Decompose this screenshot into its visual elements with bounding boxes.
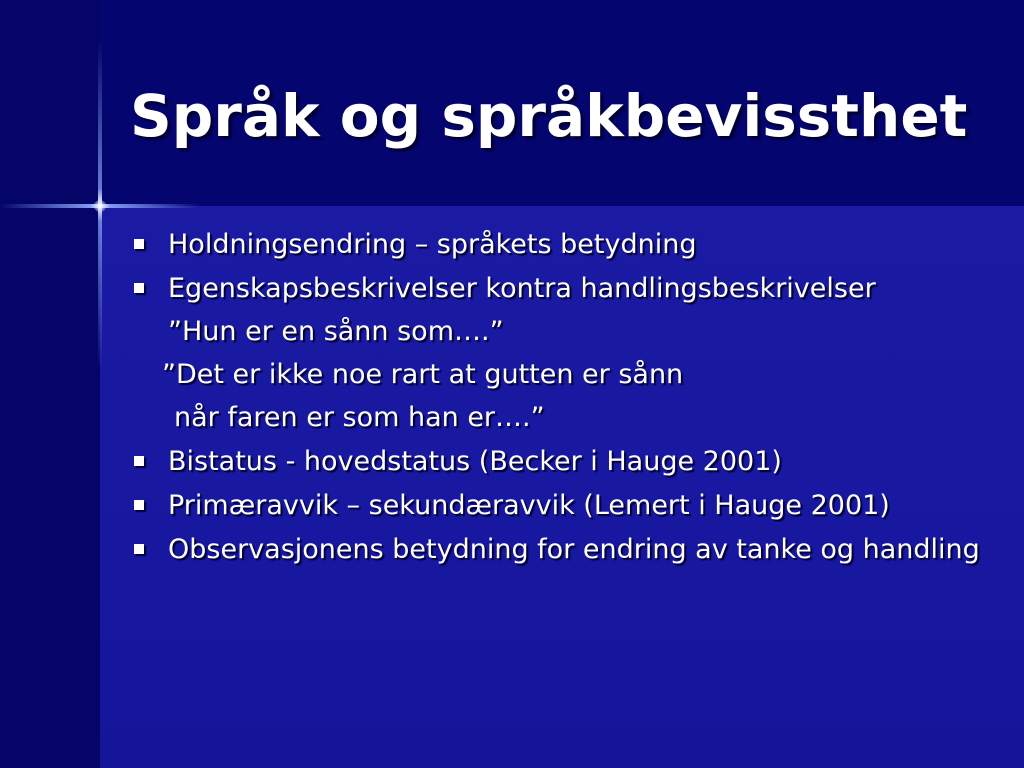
quote-line: ”Hun er en sånn som….” (168, 316, 504, 347)
bullet-text: Holdningsendring – språkets betydning (168, 229, 697, 260)
slide-body (130, 226, 980, 568)
bullet-item (130, 531, 980, 568)
bullet-text: Observasjonens betydning for endring av tanke og handling (168, 534, 980, 565)
square-bullet-icon (134, 500, 144, 510)
bullet-item (130, 443, 980, 480)
bullet-text: Primæravvik – sekundæravvik (Lemert i Hauge 2001) (168, 490, 890, 521)
quote-line: ”Det er ikke noe rart at gutten er sånn (162, 359, 684, 390)
square-bullet-icon (134, 544, 144, 554)
bullet-text: Bistatus - hovedstatus (Becker i Hauge 2001) (168, 446, 782, 477)
light-flare-star-icon (94, 200, 106, 212)
square-bullet-icon (134, 239, 144, 249)
slide-title: Språk og språkbevissthet (130, 82, 968, 150)
square-bullet-icon (134, 283, 144, 293)
bullet-item (130, 487, 980, 524)
quote-line: når faren er som han er….” (174, 402, 545, 433)
square-bullet-icon (134, 456, 144, 466)
bullet-text: Egenskapsbeskrivelser kontra handlingsbeskrivelser (168, 273, 876, 304)
bullet-item (130, 270, 980, 307)
background-left-band (0, 0, 100, 768)
bullet-item (130, 226, 980, 263)
